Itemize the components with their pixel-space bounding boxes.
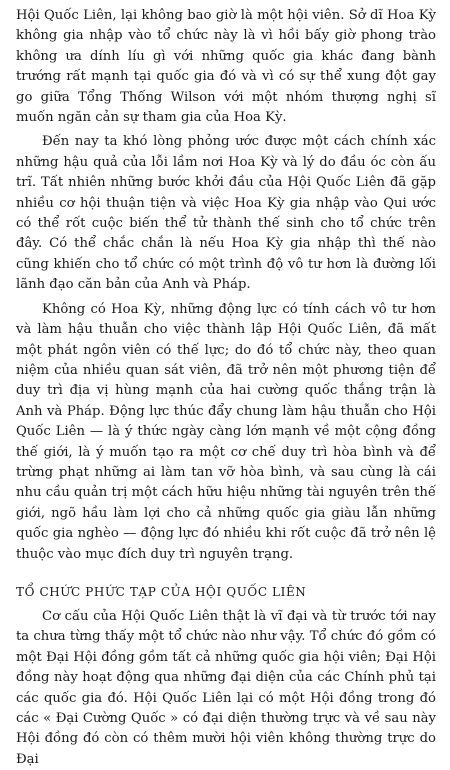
paragraph-2: Đến nay ta khó lòng phỏng ước được một cách chính xác những hậu quả của lỗi lầm nơi Hoa Kỳ và lý do đầu óc còn ấu trĩ. Tất nhiên những bước khởi đầu của Hội Quốc Liên đã gặp nhiều cơ hội thuận tiện và việc Hoa Kỳ gia nhập vào Qui ước có thể rốt cuộc biến thể tử thành thế sinh cho tổ chức trên đây. Có thể chắc chắn là nếu Hoa Kỳ gia nhập thì thế nào cũng khiến cho tổ chức có một trình độ vô tư hơn là đường lối lãnh đạo căn bản của Anh và Pháp. — [16, 134, 436, 293]
section-heading: TỔ CHỨC PHỨC TẠP CỦA HỘI QUỐC LIÊN — [16, 584, 307, 599]
paragraph-1: Hội Quốc Liên, lại không bao giờ là một hội viên. Sở dĩ Hoa Kỳ không gia nhập vào tổ chức này là vì hồi bấy giờ phong trào không ưa dính líu gì với những quốc gia khác đang bành trướng rất mạnh tại quốc gia đó và vì có sự thể xung đột gay go giữa Tổng Thống Wilson với một nhóm thượng nghị sĩ muốn ngăn cản sự tham gia của Hoa Kỳ. — [16, 8, 436, 126]
paragraph-4: Cơ cấu của Hội Quốc Liên thật là vĩ đại và từ trước tới nay ta chưa từng thấy một tổ chức nào như vậy. Tổ chức đó gồm có một Đại Hội đồng gồm tất cả những quốc gia hội viên; Đại Hội đồng này hoạt động qua những đại diện của các Chính phủ tại các quốc gia đó. Hội Quốc Liên lại có một Hội đồng trong đó các « Đại Cường Quốc » có đại diện thường trực và về sau này Hội đồng đó còn có thêm mười hội viên không thường trực do Đại — [16, 608, 436, 767]
paragraph-3: Không có Hoa Kỳ, những động lực có tính cách vô tư hơn và làm hậu thuẫn cho việc thành lập Hội Quốc Liên, đã mất một phát ngôn viên có thế lực; do đó tổ chức này, theo quan niệm của nhiều quan sát viên, đã trở nên một phương tiện để duy trì địa vị hùng mạnh của hai cường quốc thắng trận là Anh và Pháp. Động lực thúc đẩy chung làm hậu thuẫn cho Hội Quốc Liên — là ý thức ngày càng lớn mạnh về một cộng đồng thế giới, là ý muốn tạo ra một cơ chế duy trì hòa bình và để trừng phạt những ai làm tan vỡ hòa bình, và sau cùng là cái nhu cầu quản trị một cách hữu hiệu những tài nguyên trên thế giới, ngõ hầu làm lợi cho cả những quốc gia giàu lẫn những quốc gia nghèo — động lực đó nhiều khi rốt cuộc đã trở nên lệ thuộc vào mục đích duy trì nguyên trạng. — [16, 301, 436, 562]
